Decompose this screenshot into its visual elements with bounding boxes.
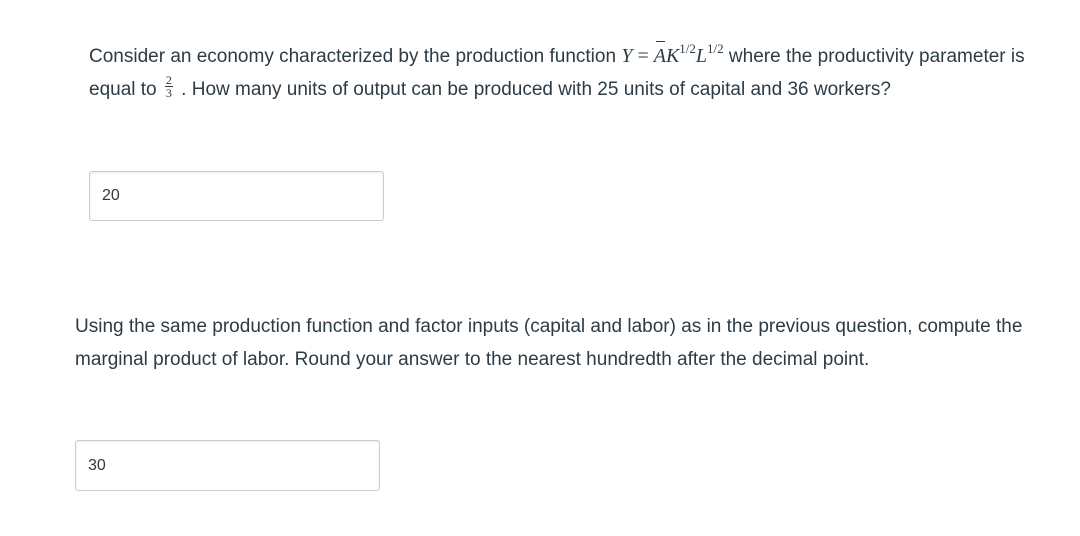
k-exponent: 1/2 [679, 41, 696, 56]
question-2 [75, 310, 1035, 376]
question-1-text-mid: where the productivity parameter is equal to [89, 46, 1025, 100]
l-exponent: 1/2 [707, 41, 724, 56]
productivity-fraction: $\frac{2}{3}$ [165, 73, 172, 101]
question-2-text: Using the same production function and factor inputs (capital and labor) as in the previous question, compute the marginal product of labor. Round your answer to the nearest hundredth after the decimal point. [75, 316, 1023, 370]
answer-input-2-value: 30 [88, 456, 106, 474]
answer-input-1-value: 20 [102, 187, 120, 204]
production-function-formula: $Y = AK^{1/2}L^{1/2}$ [621, 45, 723, 67]
answer-input-2[interactable] [75, 440, 380, 491]
question-1 [89, 40, 1029, 106]
answer-input-1[interactable] [89, 171, 384, 221]
question-1-text [89, 40, 1029, 106]
a-bar-symbol: A [654, 40, 666, 73]
question-1-text-after: . How many units of output can be produced with 25 units of capital and 36 workers? [175, 79, 891, 100]
question-1-text-before: Consider an economy characterized by the production function [89, 46, 622, 67]
